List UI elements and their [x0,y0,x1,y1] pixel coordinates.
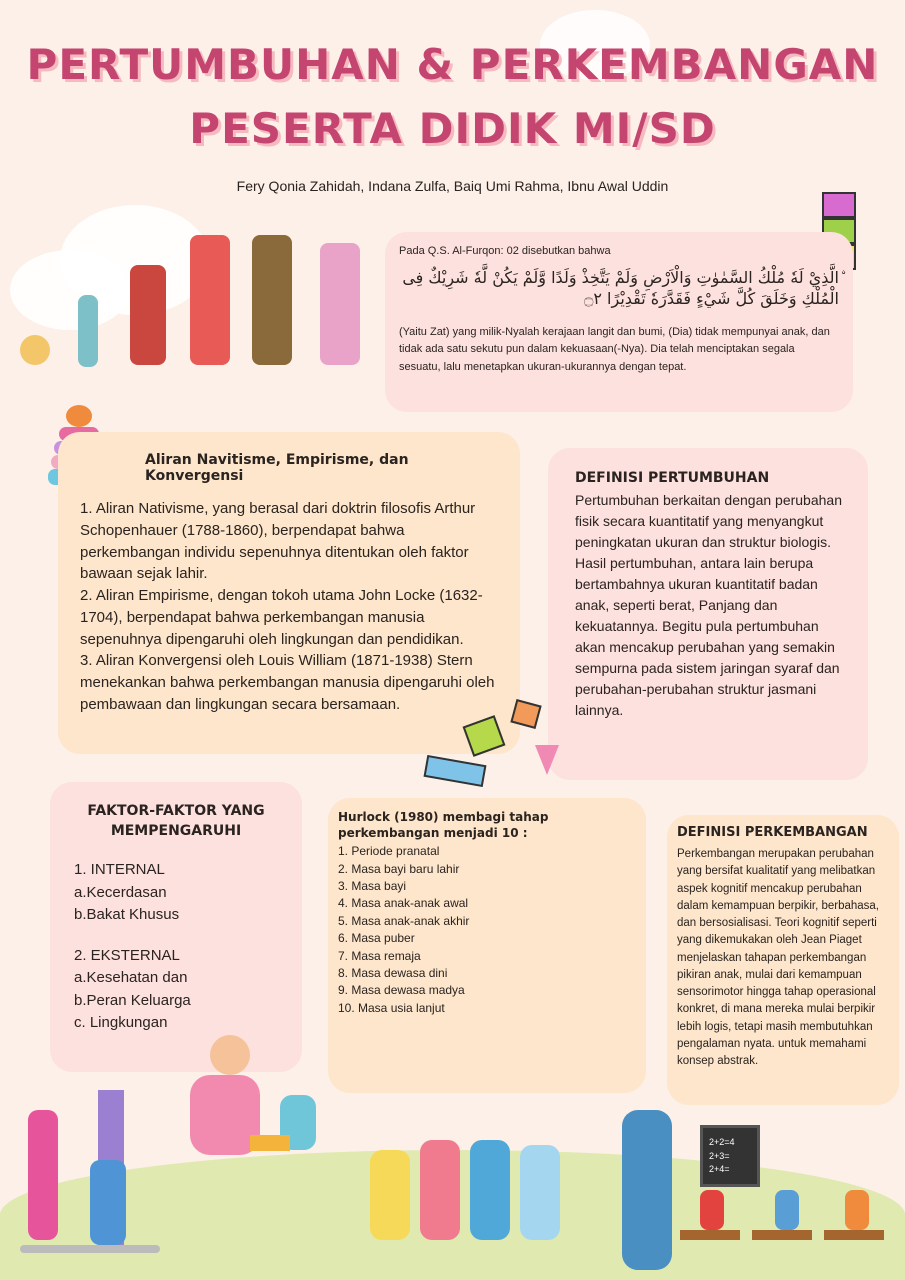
quran-translation: (Yaitu Zat) yang milik-Nyalah kerajaan langit dan bumi, (Dia) tidak mempunyai anak, dan tidak ada satu sekutu pun dalam kekuasaan(-Nya). Dia telah menciptakan segala sesuatu, lalu menetapkan ukuran-ukurannya dengan tepat. [399,325,830,373]
quran-arabic: ۨالَّذِيْ لَهٗ مُلْكُ السَّمٰوٰتِ وَالْاَرْضِ وَلَمْ يَتَّخِذْ وَلَدًا وَّلَمْ يَكُنْ لَّهٗ شَرِيْكٌ فِى الْمُلْكِ وَخَلَقَ كُلَّ شَيْءٍ فَقَدَّرَهٗ تَقْدِيْرًا ۝٢ [402,267,839,308]
quran-intro: Pada Q.S. Al-Furqon: 02 disebutkan bahwa [399,245,611,257]
faktor-heading: FAKTOR-FAKTOR YANG MEMPENGARUHI [87,803,265,839]
faktor-eksternal: 2. EKSTERNAL [74,946,180,964]
life-stages-illustration [20,235,370,370]
hurlock-box [328,798,646,1093]
pertumbuhan-box [548,448,868,780]
hurlock-item: 2. Masa bayi baru lahir [338,861,460,876]
faktor-item: b.Peran Keluarga [74,991,191,1009]
chalkboard-text: 2+2=4 [709,1137,735,1147]
hurlock-item: 8. Masa dewasa dini [338,965,448,980]
authors: Fery Qonia Zahidah, Indana Zulfa, Baiq Umi Rahma, Ibnu Awal Uddin [236,178,669,194]
perkembangan-text: Perkembangan merupakan perubahan yang bersifat kualitatif yang melibatkan aspek kognitif mencakup perubahan dalam kemampuan berpikir, berbahasa, dan bersosialisasi. Teori kognitif seperti yang dikemukakan oleh Jean Piaget menjelaskan tahapan perkembangan pikiran anak, mulai dari kemampuan sensorimotor hingga tahap operasional konkret, di mana mereka mulai berpikir lebih logis, tetapi masih membutuhkan pengalaman nyata. untuk memahami konsep abstrak. [677,848,880,1067]
hurlock-item: 3. Masa bayi [338,878,407,893]
hurlock-item: 9. Masa dewasa madya [338,983,465,998]
hurlock-item: 4. Masa anak-anak awal [338,896,469,911]
faktor-item: a.Kesehatan dan [74,969,188,987]
perkembangan-box [667,815,899,1105]
children-group-illustration [350,1120,580,1255]
hurlock-item: 10. Masa usia lanjut [338,1000,445,1015]
pertumbuhan-text: Pertumbuhan berkaitan dengan perubahan fisik secara kuantitatif yang menyangkut peningkatan ukuran dan struktur biologis. Hasil pertumbuhan, antara lain berupa bertambahnya ukuran kuantitatif badan anak, seperti berat, Panjang dan kekuatannya. Begitu pula pertumbuhan akan mencakup perubahan yang semakin sempurna pada sistem jaringan syaraf dan perubahan-perubahan struktur jasmani lainnya. [575,492,842,718]
title-line-2: PESERTA DIDIK MI/SD [189,104,716,153]
faktor-item: a.Kecerdasan [74,883,167,901]
aliran-item: 1. Aliran Nativisme, yang berasal dari doktrin filosofis Arthur Schopenhauer (1788-1860), berpendapat bahwa perkembangan individu sepenuhnya ditentukan oleh faktor bawaan sejak lahir. [80,500,476,583]
students-desks-illustration [680,1190,890,1270]
faktor-item: b.Bakat Khusus [74,906,180,924]
hurlock-item: 7. Masa remaja [338,948,421,963]
aliran-item: 3. Aliran Konvergensi oleh Louis William (1871-1938) Stern menekankan bahwa perkembangan manusia dipengaruhi oleh pembawaan dan lingkungan secara bersamaan. [80,652,495,713]
chalkboard [700,1125,760,1187]
hurlock-item: 1. Periode pranatal [338,844,440,859]
hurlock-heading: Hurlock (1980) membagi tahap perkembangan menjadi 10 : [338,810,549,840]
pertumbuhan-heading: DEFINISI PERTUMBUHAN [575,470,770,486]
aliran-item: 2. Aliran Empirisme, dengan tokoh utama John Locke (1632-1704), berpendapat bahwa perkembangan manusia sepenuhnya dipengaruhi oleh lingkungan dan pendidikan. [80,587,483,648]
mother-playing-illustration [180,1035,330,1160]
faktor-item: c. Lingkungan [74,1014,168,1032]
faktor-box [50,782,302,1072]
teacher-illustration [622,1110,672,1270]
aliran-heading: Aliran Navitisme, Empirisme, dan Konvergensi [145,452,409,484]
perkembangan-heading: DEFINISI PERKEMBANGAN [677,825,868,840]
hurlock-item: 6. Masa puber [338,931,415,946]
chalkboard-text: 2+4= [709,1164,730,1174]
quran-box [385,232,853,412]
chalkboard-text: 2+3= [709,1150,730,1161]
title-line-1: PERTUMBUHAN & PERKEMBANGAN [26,40,879,89]
height-measure-illustration [20,1090,160,1255]
faktor-internal: 1. INTERNAL [74,861,165,879]
hurlock-item: 5. Masa anak-anak akhir [338,913,470,928]
shapes-decoration [425,700,560,790]
